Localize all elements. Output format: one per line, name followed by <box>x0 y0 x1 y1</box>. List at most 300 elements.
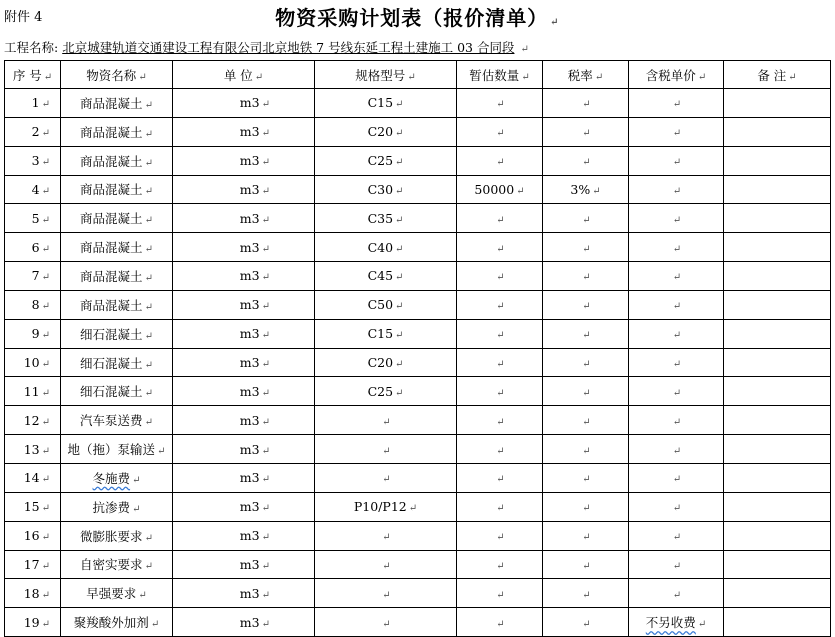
cell-name-text: 商品混凝土 <box>80 95 143 111</box>
cell-price <box>629 319 724 348</box>
cell-qty <box>457 348 543 377</box>
paragraph-mark: ↵ <box>788 71 797 83</box>
cell-unit <box>173 463 315 492</box>
cell-unit <box>173 492 315 521</box>
paragraph-mark: ↵ <box>132 503 141 515</box>
cell-unit-text: m3 <box>239 95 260 111</box>
paragraph-mark: ↵ <box>144 186 153 198</box>
cell-qty <box>457 608 543 637</box>
paragraph-mark: ↵ <box>261 99 270 111</box>
header-label: 暂估数量 <box>469 67 520 83</box>
cell-note <box>724 117 831 146</box>
paragraph-mark: ↵ <box>582 416 591 428</box>
header-label: 物资名称 <box>86 67 137 83</box>
paragraph-mark: ↵ <box>395 301 404 313</box>
paragraph-mark: ↵ <box>496 503 505 515</box>
cell-seq-text: 13 <box>23 441 40 457</box>
cell-qty <box>457 146 543 175</box>
paragraph-mark: ↵ <box>395 214 404 226</box>
cell-seq-text: 3 <box>31 153 40 169</box>
paragraph-mark: ↵ <box>261 416 270 428</box>
paragraph-mark: ↵ <box>496 387 505 399</box>
cell-price <box>629 463 724 492</box>
cell-price <box>629 204 724 233</box>
paragraph-mark: ↵ <box>594 71 604 83</box>
paragraph-mark: ↵ <box>41 214 50 226</box>
cell-note <box>724 319 831 348</box>
header-qty <box>457 61 543 89</box>
cell-price <box>629 262 724 291</box>
cell-spec <box>315 319 457 348</box>
paragraph-mark: ↵ <box>261 185 270 197</box>
cell-seq <box>5 204 61 233</box>
cell-spec <box>315 348 457 377</box>
cell-seq-text: 6 <box>31 239 40 255</box>
title-text: 物资采购计划表（报价清单） <box>275 6 549 30</box>
cell-name-text: 细石混凝土 <box>80 384 143 400</box>
cell-note <box>724 348 831 377</box>
paragraph-mark: ↵ <box>672 330 682 342</box>
paragraph-mark: ↵ <box>496 445 505 457</box>
paragraph-mark: ↵ <box>382 532 391 544</box>
cell-name-text: 冬施费 <box>92 470 131 486</box>
cell-seq-text: 15 <box>23 499 40 515</box>
project-name: 北京城建轨道交通建设工程有限公司北京地铁 7 号线东延工程土建施工 03 合同段 <box>62 40 515 55</box>
cell-tax-text: 3% <box>570 181 591 197</box>
cell-price <box>629 550 724 579</box>
cell-unit <box>173 406 315 435</box>
cell-name-text: 微膨胀要求 <box>80 528 143 544</box>
paragraph-mark: ↵ <box>520 44 529 55</box>
cell-seq-text: 1 <box>31 95 40 111</box>
table-row <box>5 175 831 204</box>
paragraph-mark: ↵ <box>582 618 591 630</box>
cell-tax <box>543 89 629 118</box>
paragraph-mark: ↵ <box>672 185 682 197</box>
cell-unit-text: m3 <box>239 614 260 630</box>
cell-qty <box>457 377 543 406</box>
paragraph-mark: ↵ <box>144 157 153 169</box>
paragraph-mark: ↵ <box>261 359 270 371</box>
header-label: 备 注 <box>757 67 787 83</box>
cell-name-text: 细石混凝土 <box>80 355 143 371</box>
header-label: 序 号 <box>12 67 42 83</box>
cell-name <box>61 579 173 608</box>
cell-seq <box>5 377 61 406</box>
paragraph-mark: ↵ <box>395 243 404 255</box>
cell-unit-text: m3 <box>239 383 260 399</box>
cell-seq <box>5 262 61 291</box>
cell-spec-text: C15 <box>367 326 394 342</box>
cell-price <box>629 117 724 146</box>
paragraph-mark: ↵ <box>132 474 141 486</box>
header-price <box>629 61 724 89</box>
cell-tax <box>543 146 629 175</box>
cell-spec <box>315 233 457 262</box>
paragraph-mark: ↵ <box>43 71 53 83</box>
cell-name <box>61 117 173 146</box>
paragraph-mark: ↵ <box>496 589 505 601</box>
table-row <box>5 348 831 377</box>
paragraph-mark: ↵ <box>407 71 416 83</box>
paragraph-mark: ↵ <box>144 388 153 400</box>
cell-note <box>724 550 831 579</box>
cell-spec <box>315 463 457 492</box>
paragraph-mark: ↵ <box>144 301 153 313</box>
paragraph-mark: ↵ <box>496 330 505 342</box>
paragraph-mark: ↵ <box>672 157 682 169</box>
paragraph-mark: ↵ <box>697 71 707 83</box>
paragraph-mark: ↵ <box>41 387 50 399</box>
paragraph-mark: ↵ <box>261 387 270 399</box>
cell-qty <box>457 233 543 262</box>
paragraph-mark: ↵ <box>261 503 270 515</box>
cell-unit <box>173 435 315 464</box>
cell-unit <box>173 550 315 579</box>
table-header-row <box>5 61 831 89</box>
paragraph-mark: ↵ <box>672 503 682 515</box>
paragraph-mark: ↵ <box>395 387 404 399</box>
paragraph-mark: ↵ <box>697 619 707 631</box>
paragraph-mark: ↵ <box>144 359 153 371</box>
header-unit <box>173 61 315 89</box>
cell-unit-text: m3 <box>239 239 260 255</box>
cell-qty <box>457 492 543 521</box>
paragraph-mark: ↵ <box>382 474 391 486</box>
cell-price-text: 不另收费 <box>645 615 696 631</box>
paragraph-mark: ↵ <box>138 590 147 602</box>
paragraph-mark: ↵ <box>144 532 153 544</box>
paragraph-mark: ↵ <box>144 244 153 256</box>
cell-price <box>629 579 724 608</box>
cell-seq-text: 9 <box>31 326 40 342</box>
cell-unit-text: m3 <box>239 297 260 313</box>
paragraph-mark: ↵ <box>521 71 530 83</box>
cell-spec-text: P10/P12 <box>353 499 407 515</box>
paragraph-mark: ↵ <box>582 503 591 515</box>
cell-note <box>724 290 831 319</box>
paragraph-mark: ↵ <box>672 359 682 371</box>
procurement-table <box>4 60 831 637</box>
cell-qty <box>457 89 543 118</box>
cell-unit-text: m3 <box>239 470 260 486</box>
paragraph-mark: ↵ <box>261 214 270 226</box>
cell-unit-text: m3 <box>239 124 260 140</box>
cell-note <box>724 579 831 608</box>
paragraph-mark: ↵ <box>582 532 591 544</box>
cell-qty <box>457 117 543 146</box>
table-row <box>5 579 831 608</box>
paragraph-mark: ↵ <box>672 243 682 255</box>
cell-name <box>61 319 173 348</box>
cell-spec-text: C50 <box>367 297 394 313</box>
cell-spec-text: C25 <box>367 383 394 399</box>
cell-price <box>629 89 724 118</box>
cell-spec <box>315 290 457 319</box>
cell-unit-text: m3 <box>239 441 260 457</box>
paragraph-mark: ↵ <box>41 532 50 544</box>
cell-qty-text: 50000 <box>474 181 515 197</box>
paragraph-mark: ↵ <box>261 128 270 140</box>
cell-tax <box>543 117 629 146</box>
cell-unit <box>173 521 315 550</box>
cell-unit-text: m3 <box>239 181 260 197</box>
paragraph-mark: ↵ <box>41 301 50 313</box>
cell-note <box>724 89 831 118</box>
paragraph-mark: ↵ <box>672 301 682 313</box>
cell-price <box>629 521 724 550</box>
paragraph-mark: ↵ <box>672 272 682 284</box>
cell-seq <box>5 463 61 492</box>
cell-unit <box>173 233 315 262</box>
paragraph-mark: ↵ <box>496 157 505 169</box>
paragraph-mark: ↵ <box>672 128 682 140</box>
cell-name-text: 商品混凝土 <box>80 240 143 256</box>
cell-tax <box>543 204 629 233</box>
cell-qty <box>457 463 543 492</box>
paragraph-mark: ↵ <box>672 387 682 399</box>
cell-seq-text: 7 <box>31 268 40 284</box>
cell-unit <box>173 89 315 118</box>
cell-qty <box>457 435 543 464</box>
paragraph-mark: ↵ <box>41 359 50 371</box>
cell-seq <box>5 521 61 550</box>
cell-tax <box>543 550 629 579</box>
table-row <box>5 377 831 406</box>
cell-seq <box>5 319 61 348</box>
cell-seq <box>5 608 61 637</box>
header-tax <box>543 61 629 89</box>
cell-seq <box>5 146 61 175</box>
paragraph-mark: ↵ <box>582 301 591 313</box>
paragraph-mark: ↵ <box>261 474 270 486</box>
cell-seq-text: 17 <box>23 556 40 572</box>
cell-name <box>61 463 173 492</box>
paragraph-mark: ↵ <box>138 71 147 83</box>
cell-seq <box>5 175 61 204</box>
paragraph-mark: ↵ <box>496 243 505 255</box>
paragraph-mark: ↵ <box>382 589 391 601</box>
cell-price <box>629 348 724 377</box>
paragraph-mark: ↵ <box>582 214 591 226</box>
cell-spec <box>315 435 457 464</box>
cell-name <box>61 377 173 406</box>
table-row <box>5 233 831 262</box>
paragraph-mark: ↵ <box>395 359 404 371</box>
paragraph-mark: ↵ <box>41 474 50 486</box>
cell-seq <box>5 492 61 521</box>
paragraph-mark: ↵ <box>496 474 505 486</box>
paragraph-mark: ↵ <box>496 532 505 544</box>
cell-name-text: 地（拖）泵输送 <box>67 442 156 458</box>
table-row <box>5 319 831 348</box>
table-row <box>5 89 831 118</box>
cell-spec <box>315 521 457 550</box>
cell-tax <box>543 262 629 291</box>
paragraph-mark: ↵ <box>382 416 391 428</box>
table-row <box>5 117 831 146</box>
cell-name <box>61 348 173 377</box>
cell-note <box>724 608 831 637</box>
paragraph-mark: ↵ <box>144 417 153 429</box>
cell-spec <box>315 608 457 637</box>
cell-seq-text: 16 <box>23 528 40 544</box>
cell-note <box>724 233 831 262</box>
cell-note <box>724 406 831 435</box>
paragraph-mark: ↵ <box>672 99 682 111</box>
cell-spec <box>315 117 457 146</box>
cell-seq <box>5 435 61 464</box>
cell-spec <box>315 406 457 435</box>
cell-spec <box>315 204 457 233</box>
paragraph-mark: ↵ <box>582 243 591 255</box>
cell-seq-text: 5 <box>31 210 40 226</box>
cell-seq-text: 8 <box>31 297 40 313</box>
paragraph-mark: ↵ <box>144 561 153 573</box>
cell-seq-text: 2 <box>31 124 40 140</box>
cell-unit <box>173 348 315 377</box>
table-row <box>5 204 831 233</box>
cell-name-text: 商品混凝土 <box>80 124 143 140</box>
cell-unit-text: m3 <box>239 528 260 544</box>
paragraph-mark: ↵ <box>582 387 591 399</box>
paragraph-mark: ↵ <box>496 416 505 428</box>
paragraph-mark: ↵ <box>41 157 50 169</box>
paragraph-mark: ↵ <box>496 214 505 226</box>
cell-name-text: 商品混凝土 <box>80 153 143 169</box>
cell-seq-text: 19 <box>23 614 40 630</box>
cell-unit-text: m3 <box>239 326 260 342</box>
cell-name-text: 汽车泵送费 <box>80 413 143 429</box>
cell-spec <box>315 550 457 579</box>
cell-seq <box>5 579 61 608</box>
paragraph-mark: ↵ <box>582 157 591 169</box>
cell-note <box>724 204 831 233</box>
paragraph-mark: ↵ <box>408 503 418 515</box>
cell-spec <box>315 492 457 521</box>
cell-spec <box>315 579 457 608</box>
paragraph-mark: ↵ <box>395 99 404 111</box>
cell-spec-text: C35 <box>367 210 394 226</box>
paragraph-mark: ↵ <box>144 99 153 111</box>
paragraph-mark: ↵ <box>261 330 270 342</box>
page-title <box>0 2 835 31</box>
paragraph-mark: ↵ <box>395 157 404 169</box>
cell-note <box>724 377 831 406</box>
table-row <box>5 608 831 637</box>
paragraph-mark: ↵ <box>41 272 50 284</box>
paragraph-mark: ↵ <box>157 446 166 458</box>
paragraph-mark: ↵ <box>496 128 505 140</box>
cell-unit <box>173 262 315 291</box>
paragraph-mark: ↵ <box>261 532 270 544</box>
cell-unit-text: m3 <box>239 585 260 601</box>
cell-price <box>629 290 724 319</box>
paragraph-mark: ↵ <box>41 330 50 342</box>
cell-name <box>61 550 173 579</box>
cell-qty <box>457 406 543 435</box>
paragraph-mark: ↵ <box>550 17 560 28</box>
cell-name-text: 抗渗费 <box>92 499 131 515</box>
paragraph-mark: ↵ <box>41 185 50 197</box>
cell-unit <box>173 175 315 204</box>
cell-tax <box>543 406 629 435</box>
cell-seq <box>5 406 61 435</box>
cell-unit <box>173 117 315 146</box>
cell-tax <box>543 608 629 637</box>
cell-spec-text: C15 <box>367 95 394 111</box>
paragraph-mark: ↵ <box>672 560 682 572</box>
cell-seq-text: 18 <box>23 585 40 601</box>
cell-seq-text: 14 <box>23 470 40 486</box>
paragraph-mark: ↵ <box>41 128 50 140</box>
paragraph-mark: ↵ <box>41 560 50 572</box>
paragraph-mark: ↵ <box>582 330 591 342</box>
cell-qty <box>457 290 543 319</box>
paragraph-mark: ↵ <box>144 272 153 284</box>
cell-spec <box>315 262 457 291</box>
cell-spec <box>315 146 457 175</box>
cell-name <box>61 89 173 118</box>
cell-unit <box>173 608 315 637</box>
cell-spec-text: C20 <box>367 355 394 371</box>
cell-unit-text: m3 <box>239 499 260 515</box>
paragraph-mark: ↵ <box>672 589 682 601</box>
cell-qty <box>457 175 543 204</box>
cell-seq <box>5 290 61 319</box>
paragraph-mark: ↵ <box>261 301 270 313</box>
paragraph-mark: ↵ <box>672 532 682 544</box>
cell-seq <box>5 117 61 146</box>
cell-price <box>629 406 724 435</box>
paragraph-mark: ↵ <box>41 589 50 601</box>
cell-tax <box>543 348 629 377</box>
cell-seq <box>5 550 61 579</box>
cell-tax <box>543 290 629 319</box>
cell-name <box>61 492 173 521</box>
paragraph-mark: ↵ <box>582 445 591 457</box>
paragraph-mark: ↵ <box>582 272 591 284</box>
cell-name <box>61 175 173 204</box>
paragraph-mark: ↵ <box>144 128 153 140</box>
paragraph-mark: ↵ <box>261 618 270 630</box>
cell-price <box>629 435 724 464</box>
paragraph-mark: ↵ <box>496 301 505 313</box>
paragraph-mark: ↵ <box>261 589 270 601</box>
paragraph-mark: ↵ <box>41 445 50 457</box>
table-row <box>5 521 831 550</box>
cell-qty <box>457 579 543 608</box>
cell-unit-text: m3 <box>239 268 260 284</box>
paragraph-mark: ↵ <box>144 215 153 227</box>
header-label: 规格型号 <box>355 67 406 83</box>
paragraph-mark: ↵ <box>41 416 50 428</box>
paragraph-mark: ↵ <box>41 243 50 255</box>
cell-tax <box>543 463 629 492</box>
paragraph-mark: ↵ <box>150 619 160 631</box>
header-label: 含税单价 <box>645 67 696 83</box>
paragraph-mark: ↵ <box>395 185 404 197</box>
header-name <box>61 61 173 89</box>
attachment-label: 附件 4 <box>4 10 43 25</box>
paragraph-mark: ↵ <box>254 71 264 83</box>
cell-note <box>724 175 831 204</box>
cell-unit <box>173 377 315 406</box>
cell-seq-text: 10 <box>23 355 40 371</box>
cell-unit <box>173 290 315 319</box>
cell-unit <box>173 579 315 608</box>
paragraph-mark: ↵ <box>41 503 50 515</box>
